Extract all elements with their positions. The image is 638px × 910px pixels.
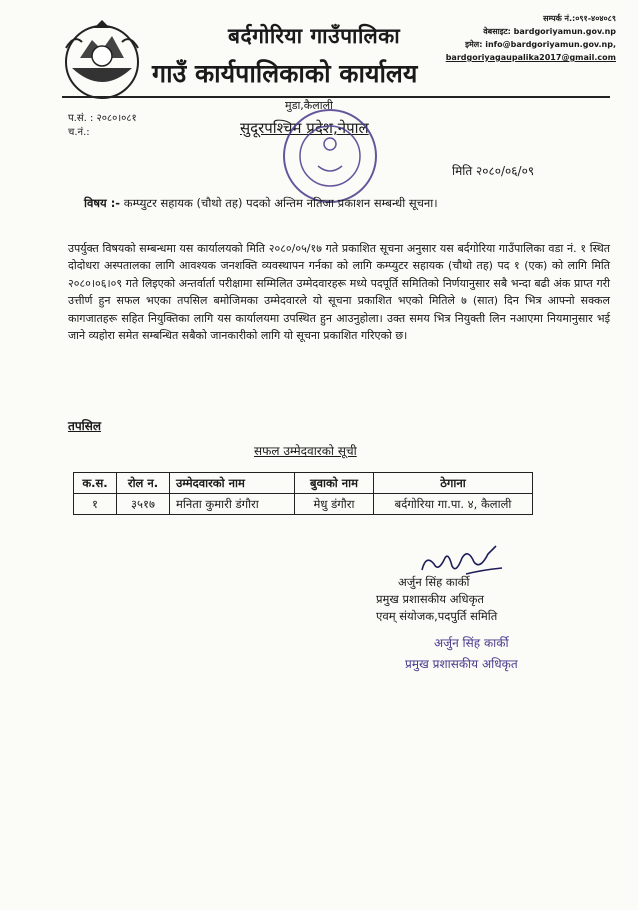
table-row [74, 494, 533, 515]
contact-website: वेबसाइट: bardgoriyamun.gov.np [483, 27, 616, 36]
notice-body: उपर्युक्त विषयको सम्बन्धमा यस कार्यालयको मिति २०८०/०५/१७ गते प्रकाशित सूचना अनुसार यस बर्दगोरिया गाउँपालिका वडा नं. १ स्थित दोदोधरा अस्पतालका लागि आवश्यक जनशक्ति व्यवस्थापन गर्नका को लागि कम्प्युटर सहायक (चौथो तह) पद १ (एक) को लागि मिति २०८०।०६।०९ गते लिइएको अन्तर्वार्ता परीक्षामा सम्मिलित उम्मेदवारहरू मध्ये पदपूर्ति समितिको निर्णयानुसार सबै भन्दा बढी अंक प्राप्त गरी उत्तीर्ण हुन सफल भएका तपसिल बमोजिमका उम्मेदवारले यो सूचना प्रकाशित भएको मितिले ७ (सात) दिन भित्र आफ्नो सक्कल कागजातहरू सहित नियुक्तिका लागि यस कार्यालयमा उपस्थित हुन आउनुहोला। उक्त समय भित्र नियुक्ती लिन नआएमा नियमानुसार भई जाने व्यहोरा समेत सम्बन्धित सबैको जानकारीको लागि यो सूचना प्रकाशित गरिएको छ। [68, 242, 610, 343]
subject-line [84, 196, 604, 211]
location-province: सुदूरपश्चिम प्रदेश,नेपाल [240, 119, 369, 137]
nepal-emblem-icon [60, 18, 144, 102]
list-title: सफल उम्मेदवारको सूची [254, 444, 357, 458]
signatory-name: अर्जुन सिंह कार्की [398, 575, 470, 589]
contact-email-secondary: bardgoriyagaupalika2017@gmail.com [445, 53, 616, 62]
signatory-block [376, 574, 497, 625]
results-table [73, 472, 533, 515]
cell-roll: ३५१७ [117, 494, 170, 515]
annex-heading: तपसिल [68, 419, 102, 433]
cell-father: मेधु डंगौरा [295, 494, 374, 515]
table-header-row [74, 473, 533, 494]
seal-name: अर्जुन सिंह कार्की [434, 636, 509, 650]
col-serial: क.स. [74, 473, 117, 494]
cell-address: बर्दगोरिया गा.पा. ४, कैलाली [374, 494, 533, 515]
col-roll: रोल न. [117, 473, 170, 494]
signatory-designation: प्रमुख प्रशासकीय अधिकृत [376, 592, 484, 606]
subject-label: विषय :- [84, 196, 121, 210]
col-candidate: उम्मेदवारको नाम [170, 473, 295, 494]
office-name: बर्दगोरिया गाउँपालिका [228, 24, 401, 48]
office-stamp-icon [278, 104, 382, 208]
seal-designation: प्रमुख प्रशासकीय अधिकृत [405, 657, 518, 671]
contact-email: इमेल: info@bardgoriyamun.gov.np, [465, 40, 616, 49]
contact-block [446, 12, 616, 64]
letter-number: प.सं. : २०८०।०८१ [68, 113, 137, 124]
col-address: ठेगाना [374, 473, 533, 494]
office-title: गाउँ कार्यपालिकाको कार्यालय [152, 59, 418, 88]
cell-serial: १ [74, 494, 117, 515]
signatory-role: एवम् संयोजक,पदपुर्ति समिति [376, 609, 498, 623]
location-district: मुडा,कैलाली [285, 99, 333, 112]
header-divider [62, 96, 610, 98]
subject-text: कम्प्युटर सहायक (चौथो तह) पदको अन्तिम नतिजा प्रकाशन सम्बन्धी सूचना। [123, 196, 438, 210]
contact-phone: सम्पर्क नं.:०९१-४०४०८९ [543, 14, 616, 23]
dispatch-number: च.नं.: [68, 127, 90, 138]
col-father: बुवाको नाम [295, 473, 374, 494]
notice-date: मिति २०८०/०६/०९ [452, 164, 535, 178]
cell-candidate: मनिता कुमारी डंगौरा [170, 494, 295, 515]
reference-numbers [68, 112, 137, 140]
